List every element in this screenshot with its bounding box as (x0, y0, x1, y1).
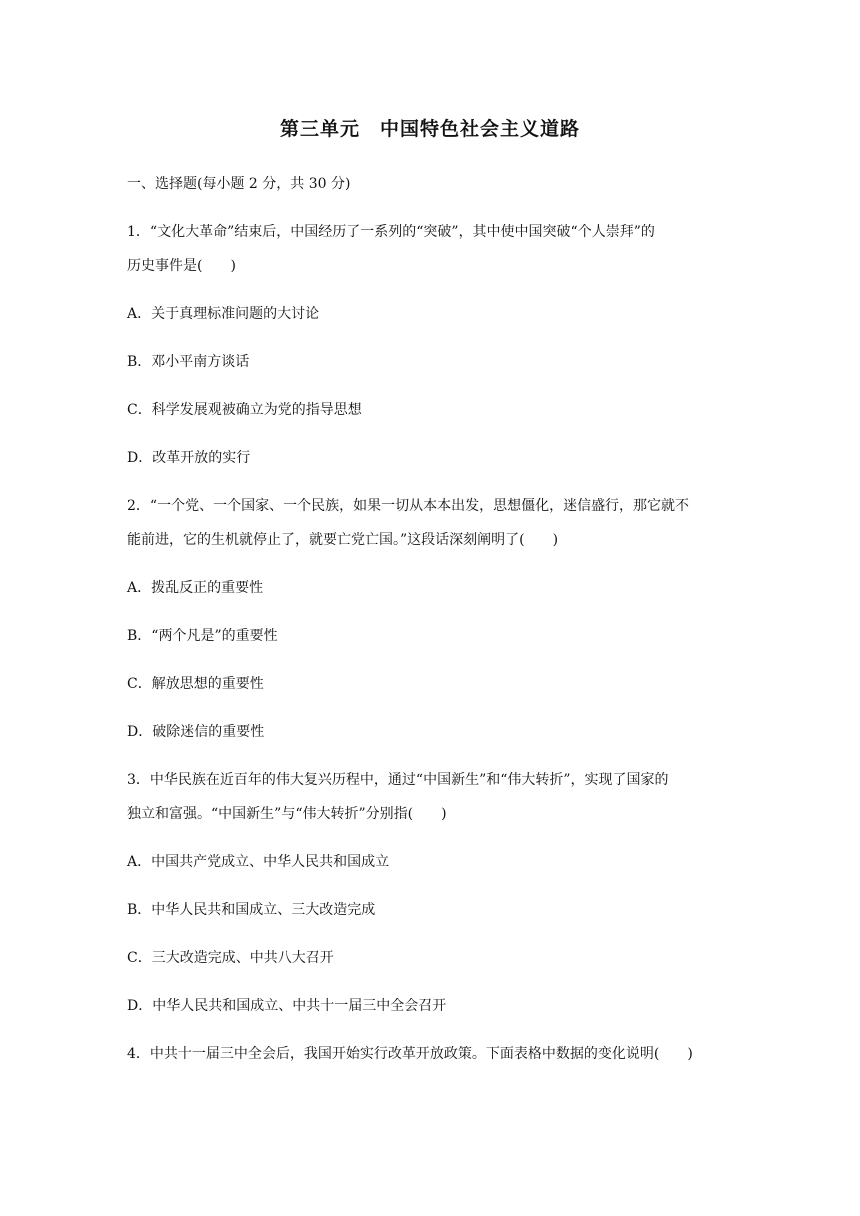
question-1-stem-line-1: 1．“文化大革命”结束后，中国经历了一系列的“突破”，其中使中国突破“个人崇拜”的 (127, 224, 655, 240)
question-1-option-c: C．科学发展观被确立为党的指导思想 (127, 402, 362, 418)
question-2-option-a: A．拨乱反正的重要性 (127, 580, 264, 596)
question-3-option-c: C．三大改造完成、中共八大召开 (127, 950, 334, 966)
question-3-option-d: D．中华人民共和国成立、中共十一届三中全会召开 (127, 998, 447, 1014)
question-1-option-d: D．改革开放的实行 (127, 450, 251, 466)
question-2-option-b: B．“两个凡是”的重要性 (127, 628, 278, 644)
question-2-stem-line-2: 能前进，它的生机就停止了，就要亡党亡国。”这段话深刻阐明了( ) (127, 532, 559, 548)
question-2-stem-line-1: 2．“一个党、一个国家、一个民族，如果一切从本本出发，思想僵化，迷信盛行，那它就不 (127, 498, 690, 514)
question-1-option-a: A．关于真理标准问题的大讨论 (127, 306, 320, 322)
question-3-stem-line-2: 独立和富强。“中国新生”与“伟大转折”分别指( ) (127, 806, 447, 822)
question-3-option-a: A．中国共产党成立、中华人民共和国成立 (127, 854, 390, 870)
question-1-option-b: B．邓小平南方谈话 (127, 354, 250, 370)
section-heading: 一、选择题(每小题 2 分，共 30 分) (127, 176, 351, 192)
question-2-option-d: D．破除迷信的重要性 (127, 724, 265, 740)
question-3-stem-line-1: 3．中华民族在近百年的伟大复兴历程中，通过“中国新生”和“伟大转折”，实现了国家的 (127, 772, 669, 788)
question-1-stem-line-2: 历史事件是( ) (127, 258, 236, 274)
question-2-option-c: C．解放思想的重要性 (127, 676, 264, 692)
question-3-option-b: B．中华人民共和国成立、三大改造完成 (127, 902, 376, 918)
page-title: 第三单元 中国特色社会主义道路 (279, 118, 580, 140)
question-4-stem-line-1: 4．中共十一届三中全会后，我国开始实行改革开放政策。下面表格中数据的变化说明( ) (127, 1046, 693, 1062)
